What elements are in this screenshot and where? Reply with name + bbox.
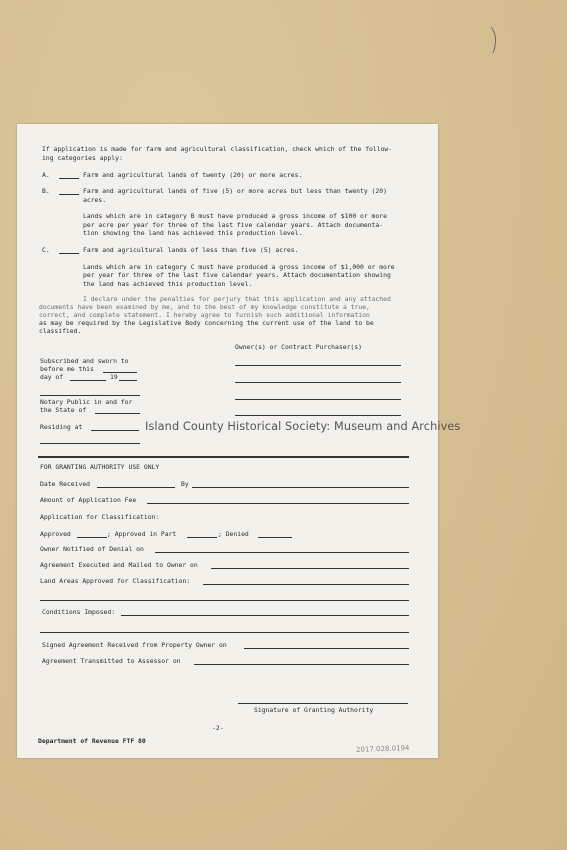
transmitted-label: Agreement Transmitted to Assessor on [42, 657, 181, 665]
cat-b-line-2: acres. [83, 196, 107, 204]
intro-line-2: ing categories apply: [42, 154, 123, 162]
owner-signature-line-1[interactable] [235, 365, 401, 366]
land-areas-line[interactable] [203, 584, 409, 585]
section-divider [38, 456, 409, 458]
denied-label: ; Denied [218, 530, 249, 538]
owner-notified-label: Owner Notified of Denial on [40, 545, 144, 553]
pencil-mark [488, 25, 502, 55]
by-line[interactable] [192, 487, 409, 488]
sworn-year-prefix: 19 [110, 373, 118, 381]
intro-line-1: If application is made for farm and agricultural classification, check which of the follow- [42, 145, 393, 153]
sworn-line-1: Subscribed and sworn to [40, 357, 129, 365]
denied-blank[interactable] [258, 531, 292, 538]
approved-part-blank[interactable] [187, 531, 217, 538]
cat-a-check[interactable] [59, 172, 79, 179]
state-blank[interactable] [95, 407, 140, 414]
owners-label: Owner(s) or Contract Purchaser(s) [235, 343, 362, 351]
declaration-line-2: documents have been examined by me, and to the best of my knowledge constitute a true, [39, 303, 370, 311]
notary-line-1: Notary Public in and for [40, 398, 133, 406]
authority-heading: FOR GRANTING AUTHORITY USE ONLY [40, 463, 160, 471]
cat-c-note-1: Lands which are in category C must have produced a gross income of $1,000 or more [83, 263, 395, 271]
by-label: By [181, 480, 189, 488]
watermark: Island County Historical Society: Museum and Archives [145, 420, 461, 433]
cat-c-letter: C. [42, 246, 50, 254]
approved-label: Approved [40, 530, 71, 538]
cat-b-line-1: Farm and agricultural lands of five (5) or more acres but less than twenty (20) [83, 187, 387, 195]
signed-agreement-line[interactable] [244, 648, 409, 649]
authority-signature-line[interactable] [238, 703, 408, 704]
approved-part-label: ; Approved in Part [107, 530, 177, 538]
cat-b-note-3: tion showing the land has achieved this production level. [83, 229, 303, 237]
page-number: -2- [212, 724, 224, 732]
land-areas-label: Land Areas Approved for Classification: [40, 577, 191, 585]
declaration-line-4: as may be required by the Legislative Body concerning the current use of the land to be [39, 319, 374, 327]
residing-blank[interactable] [91, 424, 139, 431]
cat-c-note-3: the land has achieved this production level. [83, 280, 253, 288]
form-footer: Department of Revenue FTF 80 [38, 737, 146, 745]
agreement-executed-label: Agreement Executed and Mailed to Owner on [40, 561, 198, 569]
pencil-accession-number: 2017.028.0194 [355, 744, 410, 754]
fee-label: Amount of Application Fee [40, 496, 137, 504]
agreement-executed-line[interactable] [211, 568, 409, 569]
signature-label: Signature of Granting Authority [254, 706, 374, 714]
cat-b-check[interactable] [59, 188, 79, 195]
sworn-day-of: day of [40, 373, 64, 381]
date-received-label: Date Received [40, 480, 91, 488]
date-received-line[interactable] [97, 487, 175, 488]
conditions-line[interactable] [121, 615, 409, 616]
residing-line-2[interactable] [40, 443, 140, 444]
declaration-line-3: correct, and complete statement. I hereby agree to furnish such additional information [39, 311, 370, 319]
owner-signature-line-2[interactable] [235, 382, 401, 383]
residing-label: Residing at [40, 423, 83, 431]
approved-blank[interactable] [77, 531, 107, 538]
sworn-month-blank[interactable] [70, 374, 106, 381]
sworn-line-2: before me this [40, 365, 94, 373]
cat-a-letter: A. [42, 171, 50, 179]
declaration-line-1: I declare under the penalties for perjury that this application and any attached [83, 295, 391, 303]
notary-signature-line[interactable] [40, 395, 140, 396]
conditions-line-2[interactable] [40, 632, 409, 633]
conditions-label: Conditions Imposed: [42, 608, 116, 616]
cat-a-text: Farm and agricultural lands of twenty (20) or more acres. [83, 171, 303, 179]
cat-b-letter: B. [42, 187, 50, 195]
transmitted-line[interactable] [194, 664, 409, 665]
declaration-line-5: classified. [39, 327, 82, 335]
cat-c-check[interactable] [59, 247, 79, 254]
cat-c-text: Farm and agricultural lands of less than five (5) acres. [83, 246, 299, 254]
land-areas-line-2[interactable] [40, 600, 409, 601]
fee-line[interactable] [147, 503, 409, 504]
app-class-label: Application for Classification: [40, 513, 160, 521]
cat-c-note-2: per year for three of the last five calendar years. Attach documentation showing [83, 271, 391, 279]
cat-b-note-2: per acre per year for three of the last five calendar years. Attach documenta- [83, 221, 384, 229]
signed-agreement-label: Signed Agreement Received from Property Owner on [42, 641, 227, 649]
owner-signature-line-3[interactable] [235, 399, 401, 400]
sworn-year-blank[interactable] [119, 374, 137, 381]
sworn-day-blank[interactable] [103, 366, 137, 373]
cat-b-note-1: Lands which are in category B must have produced a gross income of $100 or more [83, 212, 387, 220]
owner-notified-line[interactable] [155, 552, 409, 553]
notary-line-2: the State of [40, 406, 87, 414]
owner-signature-line-4[interactable] [235, 415, 401, 416]
